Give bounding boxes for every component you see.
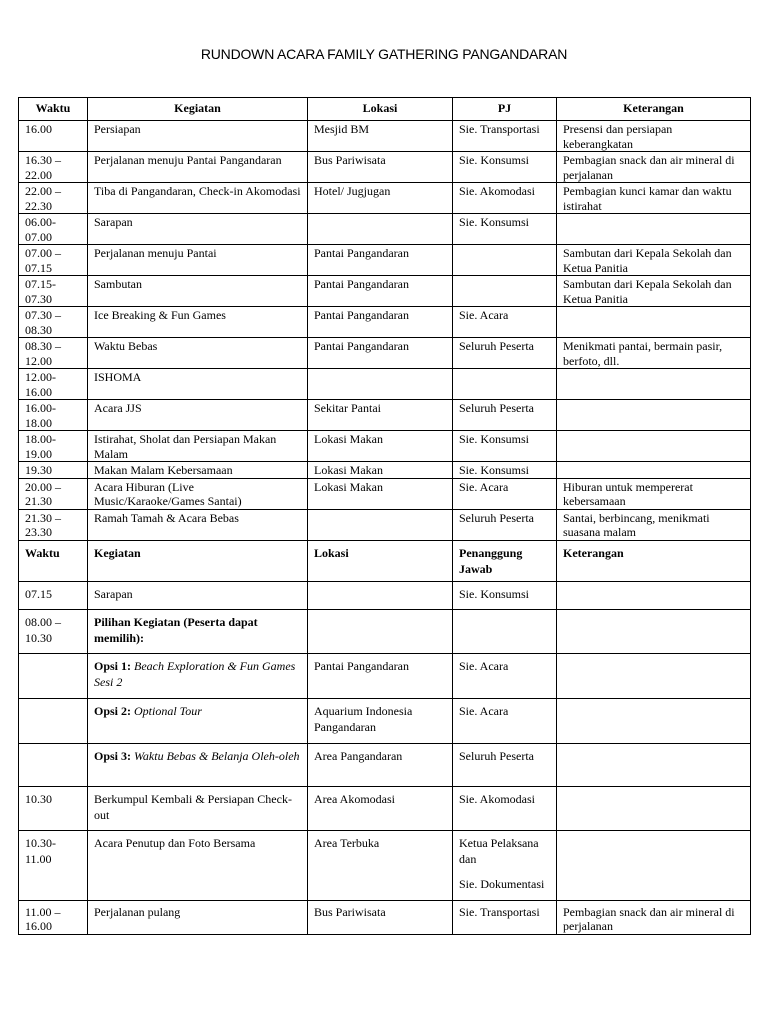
cell-location: Area Terbuka [308,830,453,900]
cell-activity: Berkumpul Kembali & Persiapan Check-out [88,786,308,830]
cell-location: Hotel/ Jugjugan [308,183,453,214]
cell-time: 10.30-11.00 [19,830,88,900]
cell-location [308,609,453,653]
cell-time: 22.00 – 22.30 [19,183,88,214]
cell-activity: ISHOMA [88,369,308,400]
cell-location: Bus Pariwisata [308,152,453,183]
table-row [19,786,751,830]
cell-time: 10.30 [19,786,88,830]
cell-pj [453,609,557,653]
cell-pj: Sie. Konsumsi [453,462,557,479]
cell-time [19,653,88,698]
table-row [19,369,751,400]
header-waktu: Waktu [19,540,88,581]
cell-location: Pantai Pangandaran [308,276,453,307]
cell-time: 07.30 – 08.30 [19,307,88,338]
cell-activity: Perjalanan menuju Pantai Pangandaran [88,152,308,183]
cell-activity: Ramah Tamah & Acara Bebas [88,509,308,540]
table-row [19,400,751,431]
table-row [19,509,751,540]
header-keterangan: Keterangan [557,98,751,121]
cell-time: 06.00-07.00 [19,214,88,245]
rundown-table [18,97,751,935]
cell-pj [453,369,557,400]
option-label: Opsi 3: [94,748,132,763]
cell-pj [453,245,557,276]
table-row [19,743,751,786]
cell-pj: Sie. Acara [453,653,557,698]
cell-note [557,307,751,338]
header-keterangan: Keterangan [557,540,751,581]
cell-location: Bus Pariwisata [308,900,453,934]
table-row [19,214,751,245]
cell-activity: Waktu Bebas [88,338,308,369]
option-text: Waktu Bebas & Belanja Oleh-oleh [134,748,300,763]
cell-time: 18.00-19.00 [19,431,88,462]
cell-location: Sekitar Pantai [308,400,453,431]
document-title: RUNDOWN ACARA FAMILY GATHERING PANGANDARAN [200,46,568,62]
cell-activity: Acara Penutup dan Foto Bersama [88,830,308,900]
cell-note [557,653,751,698]
table-row [19,431,751,462]
header-kegiatan: Kegiatan [88,540,308,581]
cell-activity [88,743,308,786]
cell-activity [88,698,308,743]
table-row [19,183,751,214]
cell-time: 12.00-16.00 [19,369,88,400]
cell-note [557,214,751,245]
cell-note: Sambutan dari Kepala Sekolah dan Ketua Panitia [557,245,751,276]
cell-location: Pantai Pangandaran [308,338,453,369]
cell-time [19,698,88,743]
cell-activity: Pilihan Kegiatan (Peserta dapat memilih): [88,609,308,653]
pj-line: dan [459,852,477,866]
table-row [19,338,751,369]
option-text: Beach Exploration & Fun Games Sesi 2 [94,658,296,689]
cell-time: 16.00 [19,121,88,152]
table-row [19,307,751,338]
cell-pj [453,276,557,307]
cell-note [557,743,751,786]
header-waktu: Waktu [19,98,88,121]
cell-note: Pembagian snack dan air mineral di perjalanan [557,152,751,183]
cell-location: Pantai Pangandaran [308,653,453,698]
cell-time: 07.15-07.30 [19,276,88,307]
cell-location: Lokasi Makan [308,431,453,462]
header-kegiatan: Kegiatan [88,98,308,121]
cell-note: Presensi dan persiapan keberangkatan [557,121,751,152]
pj-line: Sie. Dokumentasi [459,876,545,891]
cell-activity: Perjalanan menuju Pantai [88,245,308,276]
cell-activity: Sarapan [88,214,308,245]
table-row [19,121,751,152]
cell-pj: Seluruh Peserta [453,743,557,786]
cell-activity: Tiba di Pangandaran, Check-in Akomodasi [88,183,308,214]
cell-time: 20.00 – 21.30 [19,478,88,509]
cell-location: Lokasi Makan [308,462,453,479]
cell-pj: Seluruh Peserta [453,400,557,431]
cell-pj: Sie. Acara [453,478,557,509]
cell-time: 08.00 – 10.30 [19,609,88,653]
option-label: Opsi 2: [94,703,132,718]
header-lokasi: Lokasi [308,98,453,121]
table-row [19,653,751,698]
cell-pj: Sie. Akomodasi [453,183,557,214]
cell-note: Pembagian snack dan air mineral di perjalanan [557,900,751,934]
cell-location: Mesjid BM [308,121,453,152]
cell-pj: Sie. Transportasi [453,900,557,934]
cell-pj: Sie. Acara [453,698,557,743]
table-row [19,245,751,276]
cell-location [308,581,453,609]
table-row [19,152,751,183]
table-row [19,462,751,479]
header-row-day1 [19,98,751,121]
cell-pj: Sie. Acara [453,307,557,338]
cell-pj [453,830,557,900]
cell-activity: Sambutan [88,276,308,307]
header-row-day2 [19,540,751,581]
header-penanggung-jawab: Penanggung Jawab [453,540,557,581]
table-row [19,276,751,307]
cell-note [557,581,751,609]
cell-activity: Makan Malam Kebersamaan [88,462,308,479]
cell-note [557,698,751,743]
cell-activity: Acara Hiburan (Live Music/Karaoke/Games Santai) [88,478,308,509]
cell-location: Aquarium Indonesia Pangandaran [308,698,453,743]
cell-location: Area Akomodasi [308,786,453,830]
cell-time: 07.15 [19,581,88,609]
cell-location [308,214,453,245]
cell-pj: Sie. Konsumsi [453,581,557,609]
pj-line: Ketua Pelaksana [459,835,539,850]
cell-time: 21.30 – 23.30 [19,509,88,540]
cell-activity: Istirahat, Sholat dan Persiapan Makan Malam [88,431,308,462]
table-row [19,609,751,653]
cell-note: Menikmati pantai, bermain pasir, berfoto, dll. [557,338,751,369]
cell-note: Pembagian kunci kamar dan waktu istirahat [557,183,751,214]
option-text: Optional Tour [134,703,202,718]
cell-activity: Acara JJS [88,400,308,431]
cell-note: Hiburan untuk mempererat kebersamaan [557,478,751,509]
cell-time: 07.00 – 07.15 [19,245,88,276]
table-row [19,478,751,509]
header-pj: PJ [453,98,557,121]
cell-location: Lokasi Makan [308,478,453,509]
cell-location: Pantai Pangandaran [308,307,453,338]
cell-note [557,830,751,900]
cell-note [557,431,751,462]
table-row [19,830,751,900]
table-row [19,698,751,743]
cell-activity: Persiapan [88,121,308,152]
cell-note: Santai, berbincang, menikmati suasana malam [557,509,751,540]
cell-activity [88,653,308,698]
cell-location: Pantai Pangandaran [308,245,453,276]
cell-pj: Seluruh Peserta [453,338,557,369]
cell-note [557,786,751,830]
cell-note [557,369,751,400]
header-lokasi: Lokasi [308,540,453,581]
cell-pj: Sie. Konsumsi [453,152,557,183]
cell-note: Sambutan dari Kepala Sekolah dan Ketua Panitia [557,276,751,307]
cell-location [308,369,453,400]
cell-location: Area Pangandaran [308,743,453,786]
table-row [19,581,751,609]
cell-location [308,509,453,540]
table-row [19,900,751,934]
cell-time: 11.00 – 16.00 [19,900,88,934]
cell-time: 16.30 – 22.00 [19,152,88,183]
cell-pj: Sie. Konsumsi [453,214,557,245]
cell-activity: Sarapan [88,581,308,609]
cell-time: 16.00-18.00 [19,400,88,431]
cell-note [557,609,751,653]
cell-pj: Seluruh Peserta [453,509,557,540]
cell-time: 08.30 – 12.00 [19,338,88,369]
cell-activity: Ice Breaking & Fun Games [88,307,308,338]
cell-time [19,743,88,786]
cell-pj: Sie. Konsumsi [453,431,557,462]
cell-note [557,462,751,479]
cell-time: 19.30 [19,462,88,479]
cell-note [557,400,751,431]
cell-pj: Sie. Akomodasi [453,786,557,830]
cell-pj: Sie. Transportasi [453,121,557,152]
option-label: Opsi 1: [94,658,132,673]
cell-activity: Perjalanan pulang [88,900,308,934]
